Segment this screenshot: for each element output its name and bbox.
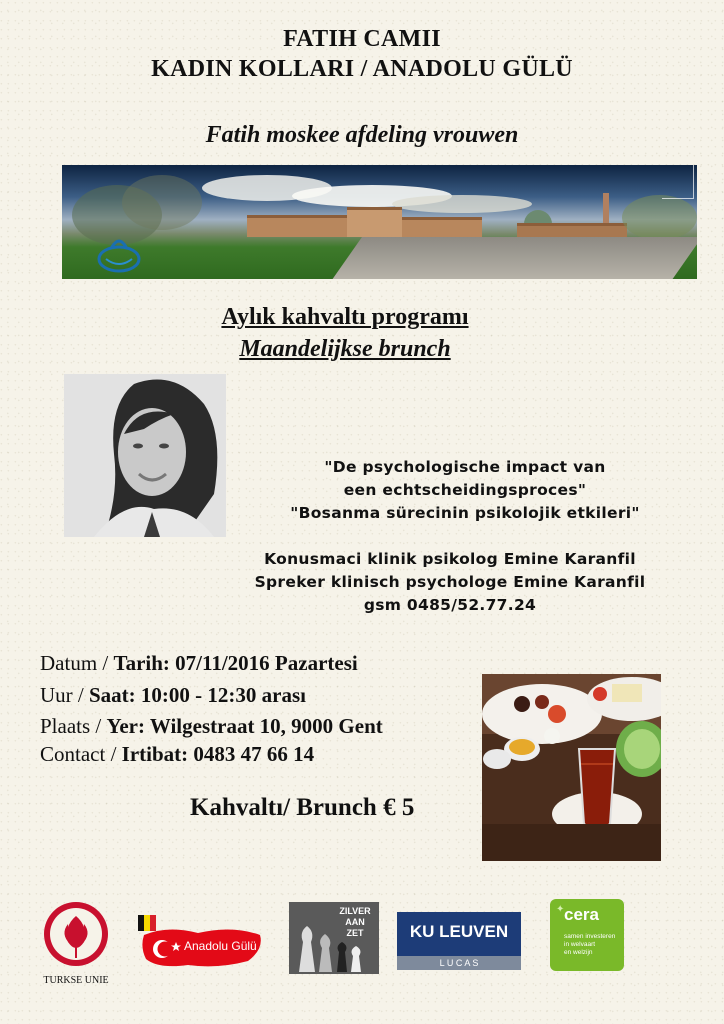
cera-text: cera (564, 905, 599, 924)
cera-logo (550, 899, 624, 971)
date-label-nl: Datum / (40, 651, 114, 675)
talk-title-tr: "Bosanma sürecinin psikolojik etkileri" (290, 504, 640, 522)
anadolu-gulu-logo (138, 915, 264, 975)
zilver-aan-zet-logo (289, 902, 379, 974)
talk-title-nl-line1: "De psychologische impact van (324, 458, 606, 476)
place-label-nl: Plaats / (40, 714, 107, 738)
contact-label-nl: Contact / (40, 742, 122, 766)
speaker-gsm: gsm 0485/52.77.24 (363, 596, 537, 614)
lucas-text: L U C A S (397, 956, 521, 970)
talk-title-nl-line2: een echtscheidingsproces" (343, 481, 587, 499)
speaker-portrait-image (64, 374, 226, 537)
speaker-nl: Spreker klinisch psychologe Emine Karanfil (254, 573, 646, 591)
contact-value: Irtibat: 0483 47 66 14 (121, 742, 315, 766)
turkse-unie-logo (40, 900, 112, 986)
place-value: Yer: Wilgestraat 10, 9000 Gent (106, 714, 383, 738)
ku-leuven-lucas-logo (397, 912, 521, 970)
detail-time (40, 683, 306, 708)
time-value: Saat: 10:00 - 12:30 arası (89, 683, 306, 707)
cera-tagline: samen investeren in welvaart en welzijn (564, 933, 616, 956)
detail-date (40, 651, 358, 676)
title-line-1: FATIH CAMII (283, 26, 441, 52)
ku-leuven-text: KU LEUVEN (409, 922, 509, 941)
tulip-icon (40, 900, 112, 970)
turkse-unie-text: TURKSE UNIE (43, 975, 109, 986)
program-title-dutch: Maandelijkse brunch (239, 336, 451, 362)
detail-place (40, 714, 383, 739)
sparkle-icon: ✦ (556, 904, 565, 915)
breakfast-image (482, 674, 661, 861)
price-label: Kahvaltı/ Brunch € 5 (190, 794, 415, 821)
mosque-banner-image (62, 165, 697, 279)
speaker-tr: Konusmaci klinik psikolog Emine Karanfil (264, 550, 636, 568)
title-line-2: KADIN KOLLARI / ANADOLU GÜLÜ (151, 56, 573, 82)
zilver-aan-zet-text: ZILVER AAN ZET (339, 906, 371, 938)
anadolu-gulu-text: Anadolu Gülü (184, 939, 257, 953)
program-title-turkish: Aylık kahvaltı programı (221, 304, 469, 330)
detail-contact (40, 742, 314, 767)
time-label-nl: Uur / (40, 683, 89, 707)
date-value: Tarih: 07/11/2016 Pazartesi (113, 651, 358, 675)
subtitle: Fatih moskee afdeling vrouwen (205, 122, 519, 148)
vase-logo-icon (94, 233, 144, 273)
